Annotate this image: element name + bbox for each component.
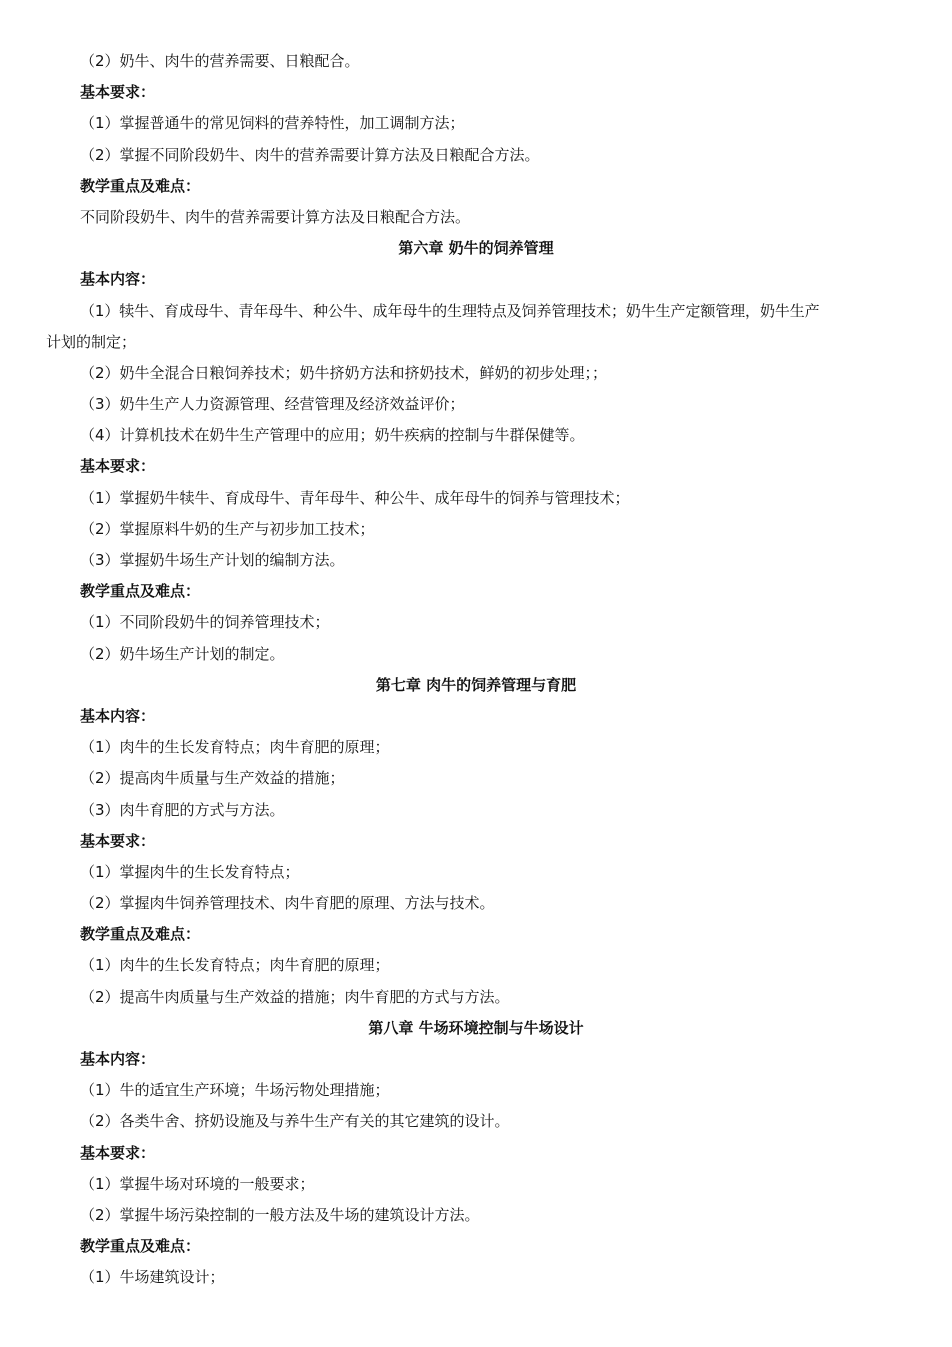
list-item: （2）各类牛舍、挤奶设施及与养牛生产有关的其它建筑的设计。: [80, 1112, 510, 1131]
list-item: （4）计算机技术在奶牛生产管理中的应用；奶牛疾病的控制与牛群保健等。: [80, 426, 585, 445]
list-item: （2）提高牛肉质量与生产效益的措施；肉牛育肥的方式与方法。: [80, 987, 510, 1006]
section-label: 基本要求：: [80, 457, 156, 476]
section-label: 基本要求：: [80, 83, 156, 102]
list-item: （2）掌握肉牛饲养管理技术、肉牛育肥的原理、方法与技术。: [80, 894, 495, 913]
list-item: （1）牛的适宜生产环境；牛场污物处理措施；: [80, 1081, 390, 1100]
section-label: 教学重点及难点：: [80, 582, 201, 601]
section-label: 基本内容：: [80, 270, 156, 289]
list-item: （2）掌握原料牛奶的生产与初步加工技术；: [80, 519, 375, 538]
list-item: （1）掌握肉牛的生长发育特点；: [80, 862, 300, 881]
list-item: （2）提高肉牛质量与生产效益的措施；: [80, 769, 345, 788]
chapter-heading: 第七章 肉牛的饲养管理与育肥: [375, 675, 577, 694]
list-item: （1）牛场建筑设计；: [80, 1268, 225, 1287]
list-item: （2）奶牛全混合日粮饲养技术；奶牛挤奶方法和挤奶技术，鲜奶的初步处理；；: [80, 363, 608, 382]
section-label: 教学重点及难点：: [80, 925, 201, 944]
section-label: 基本要求：: [80, 1143, 156, 1162]
section-label: 基本内容：: [80, 706, 156, 725]
list-item: 不同阶段奶牛、肉牛的营养需要计算方法及日粮配合方法。: [80, 207, 471, 226]
chapter-heading: 第六章 奶牛的饲养管理: [398, 239, 554, 258]
section-label: 基本内容：: [80, 1050, 156, 1068]
list-item: （1）掌握牛场对环境的一般要求；: [80, 1174, 315, 1193]
list-item: （3）肉牛育肥的方式与方法。: [80, 800, 285, 819]
list-item: （1）掌握奶牛犊牛、育成母牛、青年母牛、种公牛、成年母牛的饲养与管理技术；: [80, 488, 630, 507]
section-label: 教学重点及难点：: [80, 1237, 201, 1256]
list-item: （1）不同阶段奶牛的饲养管理技术；: [80, 613, 330, 632]
list-item: （2）掌握牛场污染控制的一般方法及牛场的建筑设计方法。: [80, 1205, 480, 1224]
list-item: （1）掌握普通牛的常见饲料的营养特性，加工调制方法；: [80, 114, 465, 133]
list-item: （3）掌握奶牛场生产计划的编制方法。: [80, 551, 345, 569]
section-label: 基本要求：: [80, 831, 156, 850]
list-item: （1）犊牛、育成母牛、青年母牛、种公牛、成年母牛的生理特点及饲养管理技术；奶牛生产定额管理，奶牛生产: [80, 301, 820, 320]
document-page: [0, 46, 952, 1294]
list-item-continuation: 计划的制定；: [46, 332, 137, 351]
list-item: （2）奶牛场生产计划的制定。: [80, 644, 285, 663]
section-label: 教学重点及难点：: [80, 176, 201, 195]
list-item: （3）奶牛生产人力资源管理、经营管理及经济效益评价；: [80, 395, 465, 414]
list-item: （1）肉牛的生长发育特点；肉牛育肥的原理；: [80, 956, 390, 975]
list-item: （1）肉牛的生长发育特点；肉牛育肥的原理；: [80, 738, 390, 757]
list-item: （2）奶牛、肉牛的营养需要、日粮配合。: [80, 52, 360, 70]
chapter-heading: 第八章 牛场环境控制与牛场设计: [368, 1018, 584, 1037]
list-item: （2）掌握不同阶段奶牛、肉牛的营养需要计算方法及日粮配合方法。: [80, 145, 540, 164]
